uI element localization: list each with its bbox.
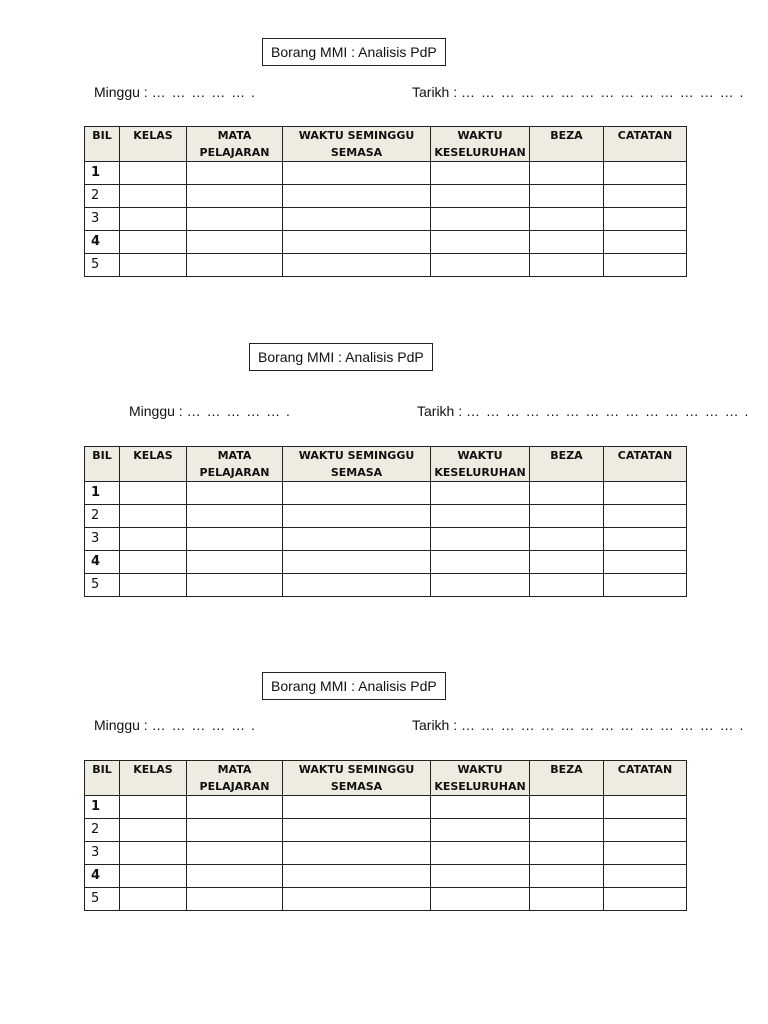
tarikh-dots: … … … … … … … … … … … … … … . <box>461 84 745 100</box>
tarikh-field <box>412 84 744 100</box>
cell-beza[interactable] <box>530 888 604 911</box>
tarikh-dots: … … … … … … … … … … … … … … . <box>461 717 745 733</box>
cell-waktu-keseluruhan[interactable] <box>431 528 530 551</box>
header-row <box>85 127 687 162</box>
row-number: 2 <box>85 819 120 842</box>
analysis-table <box>84 760 687 911</box>
table-row <box>85 796 687 819</box>
cell-waktu-seminggu[interactable] <box>283 254 431 277</box>
cell-waktu-seminggu[interactable] <box>283 842 431 865</box>
cell-waktu-seminggu[interactable] <box>283 819 431 842</box>
cell-mata-pelajaran[interactable] <box>187 208 283 231</box>
cell-beza[interactable] <box>530 528 604 551</box>
minggu-field <box>94 717 256 733</box>
cell-beza[interactable] <box>530 574 604 597</box>
cell-beza[interactable] <box>530 162 604 185</box>
cell-beza[interactable] <box>530 551 604 574</box>
cell-catatan[interactable] <box>604 551 687 574</box>
tarikh-label: Tarikh : <box>412 84 458 100</box>
cell-waktu-seminggu[interactable] <box>283 528 431 551</box>
table-row <box>85 865 687 888</box>
header-beza: BEZA <box>530 127 604 162</box>
cell-mata-pelajaran[interactable] <box>187 185 283 208</box>
cell-catatan[interactable] <box>604 231 687 254</box>
cell-kelas[interactable] <box>120 842 187 865</box>
minggu-label: Minggu : <box>94 84 148 100</box>
cell-waktu-keseluruhan[interactable] <box>431 231 530 254</box>
minggu-field <box>94 84 256 100</box>
cell-mata-pelajaran[interactable] <box>187 888 283 911</box>
cell-mata-pelajaran[interactable] <box>187 842 283 865</box>
row-number: 2 <box>85 185 120 208</box>
table-row <box>85 254 687 277</box>
header-row <box>85 447 687 482</box>
cell-catatan[interactable] <box>604 528 687 551</box>
header-waktu-seminggu-semasa: WAKTU SEMINGGU SEMASA <box>283 447 431 482</box>
header-bil: BIL <box>85 447 120 482</box>
cell-kelas[interactable] <box>120 185 187 208</box>
minggu-label: Minggu : <box>129 403 183 419</box>
cell-waktu-keseluruhan[interactable] <box>431 208 530 231</box>
cell-waktu-keseluruhan[interactable] <box>431 162 530 185</box>
header-kelas: KELAS <box>120 447 187 482</box>
tarikh-dots: … … … … … … … … … … … … … … . <box>466 403 750 419</box>
header-waktu-keseluruhan: WAKTU KESELURUHAN <box>431 447 530 482</box>
minggu-dots: … … … … … . <box>151 717 256 733</box>
cell-mata-pelajaran[interactable] <box>187 796 283 819</box>
cell-catatan[interactable] <box>604 819 687 842</box>
cell-waktu-seminggu[interactable] <box>283 888 431 911</box>
row-number: 1 <box>85 796 120 819</box>
cell-kelas[interactable] <box>120 865 187 888</box>
cell-waktu-keseluruhan[interactable] <box>431 796 530 819</box>
cell-beza[interactable] <box>530 254 604 277</box>
table-row <box>85 574 687 597</box>
cell-beza[interactable] <box>530 185 604 208</box>
cell-kelas[interactable] <box>120 505 187 528</box>
header-beza: BEZA <box>530 447 604 482</box>
row-number: 5 <box>85 254 120 277</box>
cell-catatan[interactable] <box>604 865 687 888</box>
cell-waktu-seminggu[interactable] <box>283 796 431 819</box>
cell-waktu-seminggu[interactable] <box>283 231 431 254</box>
header-mata-pelajaran: MATA PELAJARAN <box>187 761 283 796</box>
row-number: 3 <box>85 208 120 231</box>
cell-waktu-seminggu[interactable] <box>283 865 431 888</box>
table-row <box>85 231 687 254</box>
cell-catatan[interactable] <box>604 162 687 185</box>
table-row <box>85 551 687 574</box>
header-bil: BIL <box>85 761 120 796</box>
cell-waktu-keseluruhan[interactable] <box>431 254 530 277</box>
header-kelas: KELAS <box>120 127 187 162</box>
cell-catatan[interactable] <box>604 842 687 865</box>
cell-mata-pelajaran[interactable] <box>187 482 283 505</box>
cell-kelas[interactable] <box>120 208 187 231</box>
cell-kelas[interactable] <box>120 888 187 911</box>
tarikh-field <box>417 403 749 419</box>
header-bil: BIL <box>85 127 120 162</box>
table-row <box>85 185 687 208</box>
table-row <box>85 162 687 185</box>
header-kelas: KELAS <box>120 761 187 796</box>
cell-beza[interactable] <box>530 231 604 254</box>
minggu-field <box>129 403 291 419</box>
cell-kelas[interactable] <box>120 231 187 254</box>
row-number: 3 <box>85 528 120 551</box>
cell-waktu-keseluruhan[interactable] <box>431 819 530 842</box>
table-row <box>85 528 687 551</box>
row-number: 2 <box>85 505 120 528</box>
cell-beza[interactable] <box>530 842 604 865</box>
cell-catatan[interactable] <box>604 482 687 505</box>
cell-waktu-keseluruhan[interactable] <box>431 574 530 597</box>
cell-beza[interactable] <box>530 819 604 842</box>
header-waktu-seminggu-semasa: WAKTU SEMINGGU SEMASA <box>283 761 431 796</box>
analysis-table <box>84 446 687 597</box>
table-row <box>85 482 687 505</box>
cell-waktu-keseluruhan[interactable] <box>431 482 530 505</box>
cell-beza[interactable] <box>530 505 604 528</box>
row-number: 5 <box>85 888 120 911</box>
cell-kelas[interactable] <box>120 796 187 819</box>
cell-beza[interactable] <box>530 208 604 231</box>
header-catatan: CATATAN <box>604 447 687 482</box>
cell-kelas[interactable] <box>120 254 187 277</box>
cell-waktu-seminggu[interactable] <box>283 505 431 528</box>
cell-catatan[interactable] <box>604 505 687 528</box>
cell-beza[interactable] <box>530 482 604 505</box>
row-number: 4 <box>85 231 120 254</box>
table-row <box>85 842 687 865</box>
analysis-table <box>84 126 687 277</box>
cell-waktu-keseluruhan[interactable] <box>431 842 530 865</box>
cell-kelas[interactable] <box>120 551 187 574</box>
cell-catatan[interactable] <box>604 574 687 597</box>
cell-mata-pelajaran[interactable] <box>187 162 283 185</box>
header-mata-pelajaran: MATA PELAJARAN <box>187 127 283 162</box>
header-waktu-keseluruhan: WAKTU KESELURUHAN <box>431 127 530 162</box>
row-number: 5 <box>85 574 120 597</box>
cell-mata-pelajaran[interactable] <box>187 528 283 551</box>
cell-mata-pelajaran[interactable] <box>187 865 283 888</box>
cell-catatan[interactable] <box>604 796 687 819</box>
cell-mata-pelajaran[interactable] <box>187 819 283 842</box>
form-title: Borang MMI : Analisis PdP <box>262 38 446 66</box>
header-mata-pelajaran: MATA PELAJARAN <box>187 447 283 482</box>
cell-waktu-seminggu[interactable] <box>283 551 431 574</box>
cell-waktu-seminggu[interactable] <box>283 208 431 231</box>
cell-mata-pelajaran[interactable] <box>187 231 283 254</box>
row-number: 3 <box>85 842 120 865</box>
row-number: 1 <box>85 162 120 185</box>
cell-waktu-keseluruhan[interactable] <box>431 551 530 574</box>
cell-waktu-seminggu[interactable] <box>283 574 431 597</box>
cell-catatan[interactable] <box>604 208 687 231</box>
row-number: 4 <box>85 865 120 888</box>
cell-waktu-keseluruhan[interactable] <box>431 865 530 888</box>
header-beza: BEZA <box>530 761 604 796</box>
header-row <box>85 761 687 796</box>
cell-waktu-keseluruhan[interactable] <box>431 888 530 911</box>
cell-beza[interactable] <box>530 796 604 819</box>
cell-mata-pelajaran[interactable] <box>187 505 283 528</box>
cell-catatan[interactable] <box>604 185 687 208</box>
cell-beza[interactable] <box>530 865 604 888</box>
minggu-dots: … … … … … . <box>186 403 291 419</box>
cell-waktu-seminggu[interactable] <box>283 185 431 208</box>
cell-kelas[interactable] <box>120 528 187 551</box>
cell-waktu-keseluruhan[interactable] <box>431 185 530 208</box>
tarikh-field <box>412 717 744 733</box>
table-row <box>85 505 687 528</box>
cell-mata-pelajaran[interactable] <box>187 254 283 277</box>
cell-waktu-seminggu[interactable] <box>283 162 431 185</box>
minggu-dots: … … … … … . <box>151 84 256 100</box>
cell-mata-pelajaran[interactable] <box>187 551 283 574</box>
row-number: 1 <box>85 482 120 505</box>
header-catatan: CATATAN <box>604 127 687 162</box>
minggu-label: Minggu : <box>94 717 148 733</box>
tarikh-label: Tarikh : <box>412 717 458 733</box>
cell-kelas[interactable] <box>120 162 187 185</box>
header-waktu-keseluruhan: WAKTU KESELURUHAN <box>431 761 530 796</box>
cell-catatan[interactable] <box>604 254 687 277</box>
cell-catatan[interactable] <box>604 888 687 911</box>
table-row <box>85 208 687 231</box>
table-row <box>85 888 687 911</box>
cell-waktu-keseluruhan[interactable] <box>431 505 530 528</box>
table-row <box>85 819 687 842</box>
cell-kelas[interactable] <box>120 574 187 597</box>
cell-kelas[interactable] <box>120 482 187 505</box>
tarikh-label: Tarikh : <box>417 403 463 419</box>
cell-mata-pelajaran[interactable] <box>187 574 283 597</box>
cell-waktu-seminggu[interactable] <box>283 482 431 505</box>
header-catatan: CATATAN <box>604 761 687 796</box>
form-title: Borang MMI : Analisis PdP <box>249 343 433 371</box>
header-waktu-seminggu-semasa: WAKTU SEMINGGU SEMASA <box>283 127 431 162</box>
row-number: 4 <box>85 551 120 574</box>
form-title: Borang MMI : Analisis PdP <box>262 672 446 700</box>
cell-kelas[interactable] <box>120 819 187 842</box>
